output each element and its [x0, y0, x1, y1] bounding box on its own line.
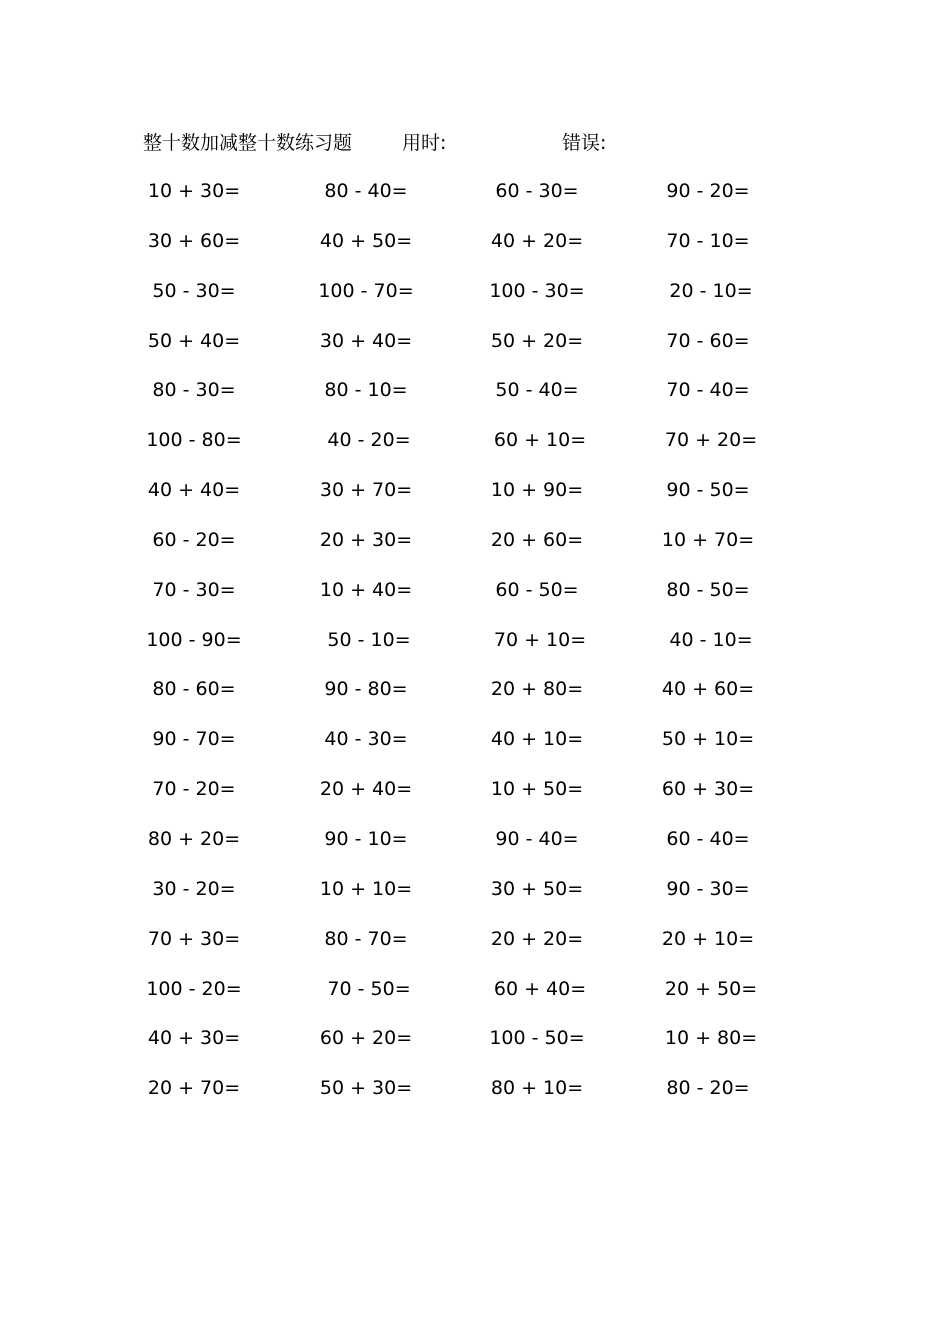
problem-item: 80 - 70= — [324, 927, 408, 950]
problem-item: 20 + 20= — [490, 927, 584, 950]
problem-row — [0, 177, 950, 227]
problem-row — [0, 1024, 950, 1074]
problem-item: 20 + 70= — [147, 1077, 241, 1100]
problem-item: 60 - 40= — [666, 827, 750, 850]
problem-item: 20 + 10= — [661, 927, 755, 950]
problem-item: 40 - 30= — [324, 728, 408, 751]
problem-item: 20 - 10= — [663, 279, 753, 302]
problem-row — [0, 476, 950, 526]
problem-item: 20 + 30= — [319, 528, 413, 551]
problem-item: 100 - 30= — [489, 279, 585, 302]
problem-item: 70 - 60= — [666, 329, 750, 352]
problem-item: 20 + 50= — [658, 977, 758, 1000]
problem-item: 60 - 20= — [152, 528, 236, 551]
problem-item: 90 - 20= — [666, 180, 750, 202]
problem-row — [0, 426, 950, 476]
problem-item: 40 + 40= — [147, 479, 241, 502]
problem-item: 40 - 10= — [663, 628, 753, 651]
problem-item: 70 - 50= — [321, 977, 411, 1000]
problem-item: 90 - 10= — [324, 827, 408, 850]
problem-item: 90 - 80= — [324, 678, 408, 701]
problem-item: 60 + 30= — [661, 778, 755, 801]
problem-item: 70 + 30= — [147, 927, 241, 950]
problem-row — [0, 227, 950, 277]
problem-item: 50 - 10= — [321, 628, 411, 651]
problem-item: 60 - 30= — [495, 180, 579, 202]
problem-item: 30 + 60= — [147, 229, 241, 252]
problem-item: 40 + 30= — [147, 1027, 241, 1050]
problem-item: 40 + 10= — [490, 728, 584, 751]
problem-grid — [0, 177, 950, 1124]
problem-item: 80 + 10= — [490, 1077, 584, 1100]
problem-item: 100 - 70= — [318, 279, 414, 302]
problem-row — [0, 825, 950, 875]
problem-row — [0, 626, 950, 676]
problem-item: 90 - 50= — [666, 479, 750, 502]
problem-item: 100 - 50= — [489, 1027, 585, 1050]
problem-item: 90 - 70= — [152, 728, 236, 751]
problem-item: 100 - 20= — [146, 977, 242, 1000]
problem-item: 80 + 20= — [147, 827, 241, 850]
problem-row — [0, 725, 950, 775]
problem-row — [0, 875, 950, 925]
problem-item: 10 + 70= — [661, 528, 755, 551]
problem-item: 90 - 40= — [495, 827, 579, 850]
problem-item: 10 + 30= — [147, 180, 241, 202]
problem-item: 40 - 20= — [321, 429, 411, 452]
problem-row — [0, 975, 950, 1025]
problem-item: 80 - 50= — [666, 578, 750, 601]
problem-item: 80 - 20= — [666, 1077, 750, 1100]
problem-item: 80 - 10= — [324, 379, 408, 402]
time-label: 用时: — [402, 132, 447, 154]
problem-item: 70 - 30= — [152, 578, 236, 601]
problem-item: 10 + 80= — [658, 1027, 758, 1050]
problem-item: 90 - 30= — [666, 877, 750, 900]
problem-item: 80 - 60= — [152, 678, 236, 701]
problem-item: 50 - 30= — [152, 279, 236, 302]
problem-item: 30 + 70= — [319, 479, 413, 502]
worksheet-title: 整十数加减整十数练习题 — [143, 132, 353, 154]
problem-item: 70 - 40= — [666, 379, 750, 402]
problem-item: 30 - 20= — [152, 877, 236, 900]
problem-item: 100 - 90= — [146, 628, 242, 651]
problem-item: 60 - 50= — [495, 578, 579, 601]
problem-item: 30 + 50= — [490, 877, 584, 900]
problem-item: 50 - 40= — [495, 379, 579, 402]
problem-item: 80 - 40= — [324, 180, 408, 202]
problem-item: 20 + 60= — [490, 528, 584, 551]
problem-item: 70 - 20= — [152, 778, 236, 801]
errors-label: 错误: — [562, 132, 607, 154]
problem-row — [0, 526, 950, 576]
problem-row — [0, 576, 950, 626]
problem-item: 50 + 20= — [490, 329, 584, 352]
problem-row — [0, 675, 950, 725]
problem-item: 10 + 90= — [490, 479, 584, 502]
problem-item: 50 + 40= — [147, 329, 241, 352]
problem-item: 40 + 50= — [319, 229, 413, 252]
problem-item: 60 + 20= — [319, 1027, 413, 1050]
problem-item: 20 + 80= — [490, 678, 584, 701]
problem-item: 60 + 40= — [487, 977, 587, 1000]
problem-item: 30 + 40= — [319, 329, 413, 352]
problem-row — [0, 925, 950, 975]
problem-row — [0, 376, 950, 426]
problem-row — [0, 277, 950, 327]
worksheet-header — [0, 128, 950, 158]
problem-item: 70 + 20= — [658, 429, 758, 452]
problem-item: 40 + 20= — [490, 229, 584, 252]
problem-item: 80 - 30= — [152, 379, 236, 402]
problem-item: 60 + 10= — [487, 429, 587, 452]
problem-row — [0, 1074, 950, 1124]
problem-item: 70 + 10= — [487, 628, 587, 651]
problem-item: 10 + 10= — [319, 877, 413, 900]
problem-item: 20 + 40= — [319, 778, 413, 801]
problem-item: 40 + 60= — [661, 678, 755, 701]
problem-item: 10 + 50= — [490, 778, 584, 801]
problem-item: 100 - 80= — [146, 429, 242, 452]
problem-item: 70 - 10= — [666, 229, 750, 252]
problem-item: 50 + 10= — [661, 728, 755, 751]
problem-item: 50 + 30= — [319, 1077, 413, 1100]
problem-item: 10 + 40= — [319, 578, 413, 601]
problem-row — [0, 327, 950, 377]
problem-row — [0, 775, 950, 825]
